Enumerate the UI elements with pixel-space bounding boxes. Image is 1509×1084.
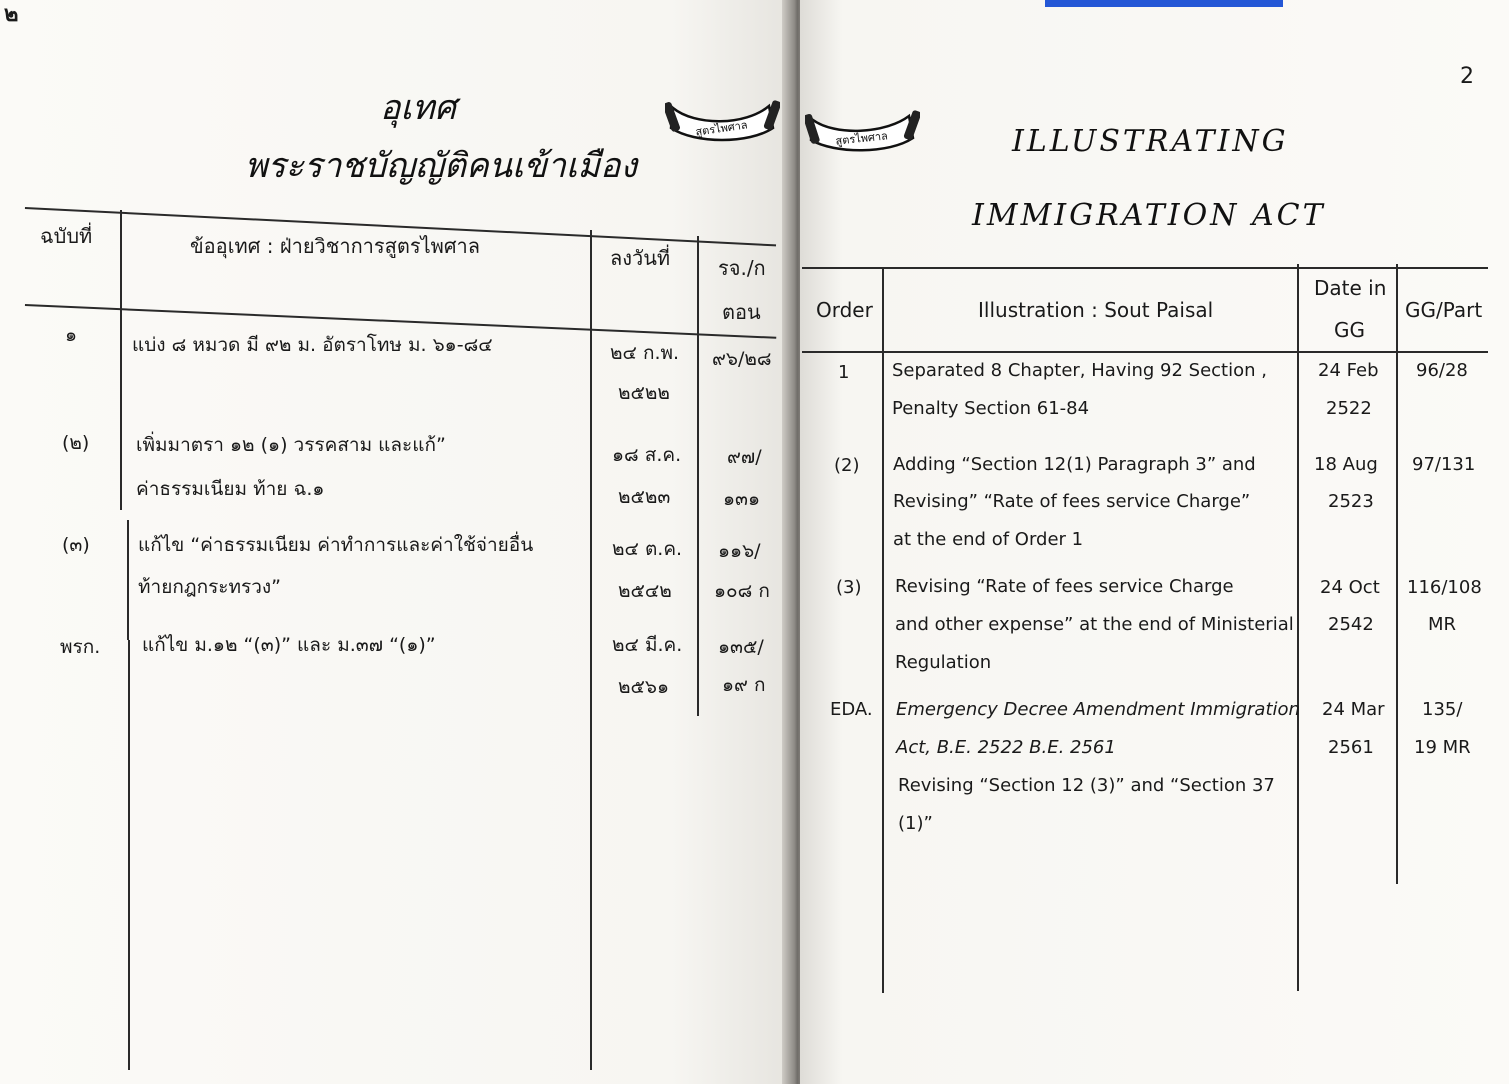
left-header-gazette-2: ตอน <box>722 300 761 324</box>
right-row-3-order: (3) <box>836 577 862 598</box>
right-row-4-line-4: (1)” <box>898 813 933 834</box>
left-col-divider-1b <box>127 520 129 640</box>
left-row-1-date-2: ๒๕๒๒ <box>618 382 670 404</box>
right-row-3-line-3: Regulation <box>895 652 992 673</box>
right-row-4-date-1: 24 Mar <box>1322 699 1385 720</box>
left-header-date: ลงวันที่ <box>610 246 671 270</box>
right-table-top-line <box>802 267 1488 269</box>
left-col-divider-1c <box>128 640 130 1070</box>
left-row-4-gazette-1: ๑๓๕/ <box>718 636 764 658</box>
right-row-2-date-1: 18 Aug <box>1314 454 1378 475</box>
right-row-4-line-2: Act, B.E. 2522 B.E. 2561 <box>896 737 1116 758</box>
scroll-seal-icon <box>665 98 780 150</box>
right-row-2-date-2: 2523 <box>1328 491 1374 512</box>
left-row-3-date-1: ๒๔ ต.ค. <box>612 538 683 560</box>
right-table-header-line <box>802 351 1488 353</box>
left-row-2-note-1: เพิ่มมาตรา ๑๒ (๑) วรรคสาม และแก้” <box>136 434 446 456</box>
right-row-4-line-1: Emergency Decree Amendment Immigration <box>896 699 1300 720</box>
page-number-left: ๒ <box>4 2 19 27</box>
right-row-3-part-1: 116/108 <box>1407 577 1482 598</box>
left-header-gazette-1: รจ./ก <box>718 256 766 280</box>
left-row-3-date-2: ๒๕๔๒ <box>618 580 672 602</box>
right-row-1-part: 96/28 <box>1416 360 1468 381</box>
left-col-divider-3 <box>697 236 699 716</box>
left-row-2-gazette-2: ๑๓๑ <box>723 488 761 510</box>
right-row-1-line-2: Penalty Section 61-84 <box>892 398 1090 419</box>
right-row-4-order: EDA. <box>830 699 873 720</box>
right-header-part: GG/Part <box>1405 298 1483 322</box>
right-row-4-part-2: 19 MR <box>1414 737 1471 758</box>
left-row-3-note-2: ท้ายกฎกระทรวง” <box>138 576 282 598</box>
right-header-date-1: Date in <box>1314 276 1387 300</box>
left-row-1-note: แบ่ง ๘ หมวด มี ๙๒ ม. อัตราโทษ ม. ๖๑-๘๔ <box>132 334 493 356</box>
seal-left <box>665 98 780 150</box>
right-row-3-date-1: 24 Oct <box>1320 577 1380 598</box>
left-row-2-date-1: ๑๘ ส.ค. <box>612 444 682 466</box>
right-row-4-date-2: 2561 <box>1328 737 1374 758</box>
left-row-3-no: (๓) <box>62 534 90 556</box>
left-row-1-no: ๑ <box>65 324 78 346</box>
seal-right <box>805 108 920 160</box>
right-row-3-part-2: MR <box>1428 614 1457 635</box>
left-row-3-gazette-2: ๑๐๘ ก <box>714 580 770 602</box>
left-row-3-gazette-1: ๑๑๖/ <box>718 540 761 562</box>
right-page <box>800 0 1509 1084</box>
left-row-2-gazette-1: ๙๗/ <box>727 446 762 468</box>
title-en-line2: IMMIGRATION ACT <box>972 198 1326 233</box>
left-col-divider-2 <box>590 230 592 1070</box>
title-thai-line1: อุเทศ <box>380 88 457 128</box>
left-row-4-date-1: ๒๔ มี.ค. <box>612 634 683 656</box>
right-row-4-part-1: 135/ <box>1422 699 1463 720</box>
right-row-1-date-1: 24 Feb <box>1318 360 1379 381</box>
right-row-2-line-1: Adding “Section 12(1) Paragraph 3” and <box>893 454 1256 475</box>
right-row-3-line-2: and other expense” at the end of Ministerial <box>895 614 1294 635</box>
left-header-note: ข้ออุเทศ : ฝ่ายวิชาการสูตรไพศาล <box>190 234 481 258</box>
left-row-1-date-1: ๒๔ ก.พ. <box>610 342 680 364</box>
right-header-order: Order <box>816 298 873 322</box>
left-row-2-note-2: ค่าธรรมเนียม ท้าย ฉ.๑ <box>136 478 325 500</box>
left-header-edition: ฉบับที่ <box>40 224 93 248</box>
right-header-date-2: GG <box>1334 318 1365 342</box>
right-row-1-line-1: Separated 8 Chapter, Having 92 Section , <box>892 360 1267 381</box>
right-row-2-part: 97/131 <box>1412 454 1476 475</box>
left-row-4-gazette-2: ๑๙ ก <box>722 674 766 696</box>
right-row-3-date-2: 2542 <box>1328 614 1374 635</box>
right-row-1-date-2: 2522 <box>1326 398 1372 419</box>
page-number-right: 2 <box>1460 64 1474 89</box>
title-en-line1: ILLUSTRATING <box>1012 124 1289 159</box>
right-row-1-order: 1 <box>838 362 850 383</box>
left-row-4-note: แก้ไข ม.๑๒ “(๓)” และ ม.๓๗ “(๑)” <box>142 634 436 656</box>
right-header-illustration: Illustration : Sout Paisal <box>978 298 1214 322</box>
left-row-4-no: พรก. <box>60 636 101 658</box>
right-row-2-line-3: at the end of Order 1 <box>893 529 1084 550</box>
left-row-3-note-1: แก้ไข “ค่าธรรมเนียม ค่าทำการและค่าใช้จ่ายอื่น <box>138 534 534 556</box>
title-thai-line2: พระราชบัญญัติคนเข้าเมือง <box>245 146 637 186</box>
scroll-seal-icon <box>805 108 920 160</box>
left-row-2-date-2: ๒๕๒๓ <box>618 486 671 508</box>
right-row-2-order: (2) <box>834 455 860 476</box>
right-col-divider-3 <box>1396 264 1398 884</box>
right-row-2-line-2: Revising” “Rate of fees service Charge” <box>893 491 1251 512</box>
left-row-4-date-2: ๒๕๖๑ <box>618 676 670 698</box>
right-row-4-line-3: Revising “Section 12 (3)” and “Section 37 <box>898 775 1275 796</box>
seal-text: สูตรไพศาล <box>694 118 749 139</box>
left-col-divider-1 <box>120 210 122 510</box>
right-row-3-line-1: Revising “Rate of fees service Charge <box>895 576 1234 597</box>
left-row-2-no: (๒) <box>62 432 90 454</box>
seal-text: สูตรไพศาล <box>834 129 889 148</box>
blue-tab <box>1045 0 1283 7</box>
right-col-divider-2 <box>1297 264 1299 991</box>
left-row-1-gazette: ๙๖/๒๘ <box>712 348 772 370</box>
right-col-divider-1 <box>882 268 884 993</box>
